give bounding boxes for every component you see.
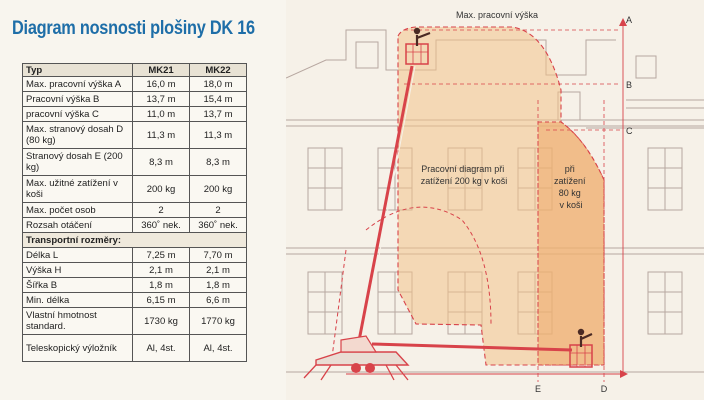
zone-200kg-line: zatížení 200 kg v koši [420, 176, 508, 186]
row-label: Vlastní hmotnost standard. [23, 308, 133, 335]
cell-mk21: 11,0 m [133, 107, 190, 122]
working-range-diagram [286, 0, 704, 400]
zone-80kg-line: v koši [559, 200, 583, 210]
table-row [23, 176, 247, 203]
cell-mk22: 200 kg [190, 176, 247, 203]
wheel [351, 363, 361, 373]
cell-mk22: 6,6 m [190, 293, 247, 308]
table-row [23, 122, 247, 149]
table-row [23, 203, 247, 218]
table-row [23, 278, 247, 293]
table-row [23, 263, 247, 278]
cell-mk21: 2,1 m [133, 263, 190, 278]
table-row [23, 248, 247, 263]
header-cell: MK22 [190, 64, 247, 77]
cell-mk22: 15,4 m [190, 92, 247, 107]
zone-80kg-line: zatížení [553, 176, 586, 186]
header-cell: Typ [23, 64, 133, 77]
section-row [23, 233, 247, 248]
table-row [23, 149, 247, 176]
cell-mk22: 1770 kg [190, 308, 247, 335]
row-label: Max. stranový dosah D (80 kg) [23, 122, 133, 149]
row-label: Stranový dosah E (200 kg) [23, 149, 133, 176]
zone-200kg-line: Pracovní diagram při [421, 164, 505, 174]
row-label: Výška H [23, 263, 133, 278]
cell-mk21: 1730 kg [133, 308, 190, 335]
worker-icon [578, 329, 584, 335]
row-label: Délka L [23, 248, 133, 263]
table-row [23, 308, 247, 335]
page-title: Diagram nosnosti plošiny DK 16 [12, 18, 255, 39]
table-row [23, 293, 247, 308]
row-label: Max. pracovní výška A [23, 77, 133, 92]
cell-mk22: 13,7 m [190, 107, 247, 122]
zone-80kg-line: 80 kg [558, 188, 581, 198]
zone-80kg-line: při [564, 164, 575, 174]
cell-mk21: 6,15 m [133, 293, 190, 308]
row-label: Pracovní výška B [23, 92, 133, 107]
cell-mk22: 2 [190, 203, 247, 218]
level-label-a: A [626, 15, 633, 25]
table-row [23, 107, 247, 122]
cell-mk21: 8,3 m [133, 149, 190, 176]
worker-icon [414, 28, 420, 34]
wheel [365, 363, 375, 373]
reach-label-e: E [534, 384, 542, 394]
cell-mk22: 2,1 m [190, 263, 247, 278]
cell-mk21: 1,8 m [133, 278, 190, 293]
row-label: Rozsah otáčení [23, 218, 133, 233]
cell-mk22: 18,0 m [190, 77, 247, 92]
table-row [23, 335, 247, 362]
cell-mk22: 360˚ nek. [190, 218, 247, 233]
cell-mk22: 8,3 m [190, 149, 247, 176]
cell-mk21: 360˚ nek. [133, 218, 190, 233]
level-label-b: B [626, 80, 633, 90]
cell-mk21: 13,7 m [133, 92, 190, 107]
table-row [23, 77, 247, 92]
spec-panel [0, 0, 286, 400]
cell-mk21: 16,0 m [133, 77, 190, 92]
row-label: Max. užitné zatížení v koši [23, 176, 133, 203]
cell-mk22: 11,3 m [190, 122, 247, 149]
reach-label-d: D [600, 384, 608, 394]
row-label: Šířka B [23, 278, 133, 293]
table-header-row [23, 64, 247, 77]
cell-mk21: 7,25 m [133, 248, 190, 263]
row-label: pracovní výška C [23, 107, 133, 122]
header-cell: MK21 [133, 64, 190, 77]
level-label-c: C [626, 126, 633, 136]
section-label: Transportní rozměry: [23, 233, 247, 248]
cell-mk21: 200 kg [133, 176, 190, 203]
table-row [23, 218, 247, 233]
row-label: Max. počet osob [23, 203, 133, 218]
row-label: Min. délka [23, 293, 133, 308]
cell-mk22: Al, 4st. [190, 335, 247, 362]
cell-mk22: 1,8 m [190, 278, 247, 293]
table-row [23, 92, 247, 107]
cell-mk21: 2 [133, 203, 190, 218]
cell-mk22: 7,70 m [190, 248, 247, 263]
row-label: Teleskopický výložník [23, 335, 133, 362]
spec-table [22, 63, 247, 362]
max-height-label: Max. pracovní výška [455, 10, 539, 20]
cell-mk21: Al, 4st. [133, 335, 190, 362]
cell-mk21: 11,3 m [133, 122, 190, 149]
